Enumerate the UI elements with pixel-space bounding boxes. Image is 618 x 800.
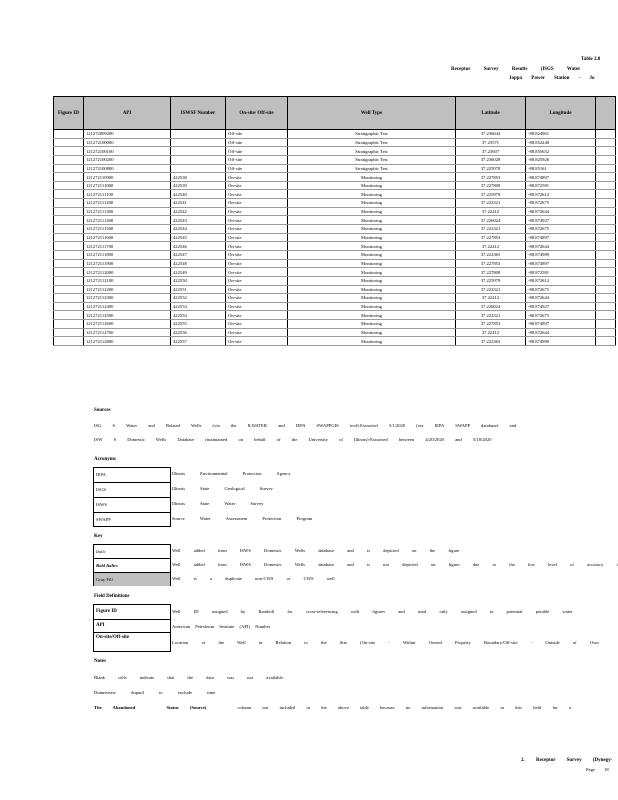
table-cell: Monitoring [288,190,456,199]
table-row [54,164,616,173]
table-cell: On-site [226,216,288,225]
table-cell-overflow [596,302,616,311]
table-cell-overflow [596,311,616,320]
table-cell-overflow [596,225,616,234]
table-cell: On-site [226,190,288,199]
table-cell [54,328,84,337]
table-cell [54,147,84,156]
receptor-table [53,96,616,346]
col-figure-id: Figure ID [54,97,84,130]
table-cell: 121272111900 [84,259,171,268]
table-cell: 422554 [171,311,226,320]
table-cell [54,190,84,199]
table-cell: 37.23607 [456,147,526,156]
key-term-bold-italic: Bold Italics [94,559,170,573]
table-cell: -88.855652 [526,147,596,156]
table-cell: On-site [226,233,288,242]
table-cell: 121272112300 [84,294,171,303]
table-cell: Monitoring [288,181,456,190]
key-def: Well added from ISWS Domestic Wells database and is depicted on the figure [172,548,460,553]
table-cell [54,199,84,208]
acronym-term: ISWS [94,498,170,513]
table-cell [171,130,226,139]
table-cell: Monitoring [288,337,456,346]
table-cell: 422543 [171,216,226,225]
table-cell-overflow [596,147,616,156]
table-cell: 121272112600 [84,320,171,329]
table-cell [54,320,84,329]
table-cell: 37.23571 [456,138,526,147]
table-cell: 37.22412 [456,294,526,303]
table-row [54,207,616,216]
table-cell: 422547 [171,250,226,259]
table-cell: On-site [226,294,288,303]
table-cell [54,250,84,259]
table-cell-overflow [596,268,616,277]
table-cell: 121272100200 [84,155,171,164]
key-term-italic: Italic [94,545,170,559]
sources-line-2: ISW S Domestic Wells Database (maintained on behalf of the University of Illinois)-Extracted between 4/20/2020 and 5/18/2020 [94,437,492,442]
table-cell: 37.222321 [456,285,526,294]
field-def: American Petroleum Institute (API) Number [172,624,271,629]
table-cell-overflow [596,337,616,346]
key-term-gray-fill: Gray Fill [94,573,170,586]
table-cell: On-site [226,276,288,285]
table-cell [54,130,84,139]
table-cell-overflow [596,233,616,242]
table-row [54,268,616,277]
table-cell: -88.872644 [526,294,596,303]
table-cell [54,173,84,182]
table-cell: Monitoring [288,250,456,259]
table-cell: 121272100800 [84,164,171,173]
table-cell: 121272100000 [84,138,171,147]
field-definitions-title: Field Definitions [94,594,130,599]
table-cell: 37.225979 [456,276,526,285]
table-cell: 422546 [171,242,226,251]
table-cell: -88.874897 [526,233,596,242]
table-cell: 121272112100 [84,276,171,285]
key-def: Well is a duplicate non-CWS or CWS well [172,576,335,581]
table-title: Receptor Survey Results (ISGS Water [451,67,581,72]
table-cell [54,311,84,320]
table-cell [54,294,84,303]
notes-bold-status: Status (Source) [166,705,207,710]
table-cell: -88.874927 [526,302,596,311]
table-row [54,199,616,208]
table-cell: 422551 [171,285,226,294]
table-cell: 121272111800 [84,250,171,259]
table-row [54,155,616,164]
table-cell: 37.227808 [456,181,526,190]
table-cell: -88.872644 [526,328,596,337]
table-cell: Monitoring [288,294,456,303]
table-cell: 37.222365 [456,337,526,346]
sources-line-1: ISG S Water and Related Wells (via the ILWATER and IEPA SWAPPGIS tool)-Extracted 5/1/2020 (via IEPA SWAPP database) and [94,423,517,428]
table-cell: 37.226024 [456,216,526,225]
table-cell: -88.872581 [526,268,596,277]
table-cell: 121272112500 [84,311,171,320]
table-cell: 37.226024 [456,302,526,311]
table-cell: 37.236044 [456,130,526,139]
table-cell [54,225,84,234]
col-longitude: Longitude [526,97,596,130]
table-row [54,233,616,242]
table-subtitle: Joppa Power Station - Jo [509,76,595,81]
table-cell-overflow [596,207,616,216]
table-cell: -88.874897 [526,259,596,268]
table-cell: 37.222365 [456,250,526,259]
table-cell: 121272111500 [84,225,171,234]
col-latitude: Latitude [456,97,526,130]
notes-title: Notes [94,659,106,664]
table-cell: -88.872612 [526,190,596,199]
table-cell: -88.872612 [526,276,596,285]
table-cell: Monitoring [288,225,456,234]
field-term: Figure ID [94,605,170,620]
table-cell: 422540 [171,190,226,199]
table-cell: 422552 [171,294,226,303]
table-cell: On-site [226,337,288,346]
col-well-type: Well Type [288,97,456,130]
table-cell: -88.874989 [526,337,596,346]
table-cell: 121272111400 [84,216,171,225]
table-cell: Off-site [226,130,288,139]
table-cell: On-site [226,302,288,311]
table-row [54,130,616,139]
table-cell: 121272111100 [84,190,171,199]
table-cell: On-site [226,311,288,320]
table-cell: -88.872675 [526,199,596,208]
table-cell-overflow [596,199,616,208]
table-cell: On-site [226,259,288,268]
table-cell: -88.872675 [526,285,596,294]
table-cell: -88.872644 [526,207,596,216]
table-cell [54,233,84,242]
table-cell: On-site [226,207,288,216]
table-cell [54,285,84,294]
table-cell: 37.22412 [456,207,526,216]
field-term: API [94,620,170,633]
table-cell: 422555 [171,320,226,329]
table-cell: 121272110900 [84,173,171,182]
acronyms-box [93,467,171,527]
table-cell: Monitoring [288,311,456,320]
table-cell [171,164,226,173]
table-cell-overflow [596,320,616,329]
table-row [54,328,616,337]
table-cell: Off-site [226,147,288,156]
table-cell: 37.227853 [456,173,526,182]
table-cell: Monitoring [288,173,456,182]
table-cell: 121272111200 [84,199,171,208]
table-cell-overflow [596,259,616,268]
footer-line-1: 2. Receptor Survey (Dynegy- [521,758,613,763]
table-cell [54,207,84,216]
table-cell-overflow [596,250,616,259]
table-cell: Stratigraphic Test [288,164,456,173]
table-cell-overflow [596,242,616,251]
field-def: Well ID assigned by Ramboll for cross-referencing with figures and used only assigned to potential potable water [172,609,573,614]
table-row [54,190,616,199]
acronym-def: Illinois Environmental Protection Agency [172,471,291,476]
table-cell: -88.872675 [526,311,596,320]
table-cell: 422548 [171,259,226,268]
table-cell-overflow [596,173,616,182]
table-cell: -88.825926 [526,155,596,164]
table-cell: 37.227853 [456,259,526,268]
table-cell: 37.227853 [456,233,526,242]
table-cell [54,216,84,225]
table-cell: 121272111300 [84,207,171,216]
acronym-term: ISGS [94,483,170,498]
col-onsite-offsite: On-site/ Off-site [226,97,288,130]
table-cell: Off-site [226,155,288,164]
key-title: Key [94,534,103,539]
table-cell [54,276,84,285]
table-cell-overflow [596,130,616,139]
table-cell: 121272111600 [84,233,171,242]
table-cell: On-site [226,173,288,182]
table-cell: 121272111000 [84,181,171,190]
table-cell: Monitoring [288,285,456,294]
table-cell: 37.227808 [456,268,526,277]
table-row [54,259,616,268]
table-cell-overflow [596,164,616,173]
table-cell: 121272112400 [84,302,171,311]
table-cell: Monitoring [288,207,456,216]
table-cell: Stratigraphic Test [288,138,456,147]
table-cell: 37.227853 [456,320,526,329]
key-box [93,544,171,586]
field-term: On-site/Off-site [96,635,130,640]
table-cell [54,155,84,164]
table-cell: 37.222321 [456,225,526,234]
table-cell: 37.22412 [456,328,526,337]
table-cell: 422539 [171,181,226,190]
table-cell: -88.872581 [526,181,596,190]
table-cell: Monitoring [288,302,456,311]
acronym-term: SWAPP [96,517,111,522]
table-cell [171,147,226,156]
table-cell: -88.872675 [526,225,596,234]
table-cell: -88.852248 [526,138,596,147]
col-overflow [596,97,616,130]
table-row [54,294,616,303]
table-cell-overflow [596,216,616,225]
table-cell: On-site [226,225,288,234]
table-cell: 422557 [171,337,226,346]
table-cell: Monitoring [288,199,456,208]
table-cell: 422541 [171,199,226,208]
table-row [54,242,616,251]
table-row [54,302,616,311]
table-row [54,216,616,225]
table-cell: Stratigraphic Test [288,155,456,164]
table-cell [54,268,84,277]
table-cell: 422556 [171,328,226,337]
table-row [54,225,616,234]
table-row [54,337,616,346]
table-row [54,311,616,320]
acronyms-title: Acronyms [94,457,116,462]
table-cell: 37.225979 [456,190,526,199]
table-cell: 422549 [171,268,226,277]
table-cell: Off-site [226,164,288,173]
table-body [54,130,616,346]
table-cell [171,155,226,164]
table-cell: 422542 [171,207,226,216]
acronym-def: Source Water Assessment Protection Program [172,516,313,521]
table-cell [54,138,84,147]
table-row [54,181,616,190]
table-cell: -88.874927 [526,216,596,225]
table-cell: -88.872644 [526,242,596,251]
table-row [54,250,616,259]
table-cell-overflow [596,138,616,147]
table-cell: 37.222321 [456,311,526,320]
table-row [54,147,616,156]
table-cell: On-site [226,199,288,208]
table-row [54,285,616,294]
table-row [54,173,616,182]
table-cell: 422544 [171,225,226,234]
table-cell: Monitoring [288,259,456,268]
table-cell: On-site [226,181,288,190]
table-cell-overflow [596,181,616,190]
table-cell: Stratigraphic Test [288,130,456,139]
table-cell-overflow [596,328,616,337]
table-cell: 422545 [171,233,226,242]
col-api: API [84,97,171,130]
table-cell [54,259,84,268]
field-def: Location of the Well in Relation to the Site (On-site - Within Owned Property Boundary/Off-site - Outside of Own [172,640,599,645]
table-cell: 121272009200 [84,130,171,139]
table-cell: 121272111700 [84,242,171,251]
notes-line-3 [94,705,571,710]
table-cell: 422553 [171,302,226,311]
notes-line-2: Dunnsvnew duputd to exclude time [94,690,216,695]
table-cell [54,242,84,251]
table-cell: -88.874989 [526,250,596,259]
table-cell-overflow [596,285,616,294]
acronym-term: IEPA [94,468,170,483]
table-cell: 37.22412 [456,242,526,251]
table-cell: Monitoring [288,268,456,277]
table-cell [54,302,84,311]
table-cell-overflow [596,155,616,164]
table-row [54,138,616,147]
table-cell-overflow [596,294,616,303]
table-cell: 121272100100 [84,147,171,156]
table-cell: 37.222321 [456,199,526,208]
acronym-def: Illinois State Geological Survey [172,486,273,491]
table-cell: 37.236028 [456,155,526,164]
table-cell [54,164,84,173]
table-cell: 422550 [171,276,226,285]
col-iswsf-number: ISWSF Number [171,97,226,130]
table-cell-overflow [596,190,616,199]
table-cell: -88.874897 [526,320,596,329]
table-cell: On-site [226,250,288,259]
table-cell: Off-site [226,138,288,147]
key-def: Well added from ISWS Domestic Wells database and is not depicted on figure due to the low level of accuracy i [172,562,618,567]
table-cell: Monitoring [288,276,456,285]
table-cell: On-site [226,320,288,329]
table-cell: 121272112200 [84,285,171,294]
table-cell [54,337,84,346]
sources-title: Sources [94,408,111,413]
table-cell [54,181,84,190]
table-cell: -88.824961 [526,130,596,139]
table-cell: 422538 [171,173,226,182]
table-cell: -88.85161 [526,164,596,173]
notes-line-1: Blank cells indicate that the data was not available [94,675,283,680]
table-cell: On-site [226,285,288,294]
notes-bold-abandoned: The Abandoned [94,705,136,710]
table-cell: 121272112800 [84,337,171,346]
table-cell: 121272112700 [84,328,171,337]
footer-page: Page 18 [586,767,609,772]
table-cell: Monitoring [288,233,456,242]
table-cell: -88.874897 [526,173,596,182]
field-definitions-box [93,604,171,652]
table-cell: Monitoring [288,320,456,329]
table-number: Table 2.0 [581,57,601,62]
table-cell: On-site [226,268,288,277]
table-header-row [54,97,616,130]
table-cell-overflow [596,276,616,285]
table-cell: Monitoring [288,242,456,251]
table-cell: Monitoring [288,216,456,225]
table-cell: On-site [226,242,288,251]
table-cell: 121272112000 [84,268,171,277]
table-row [54,320,616,329]
table-cell: On-site [226,328,288,337]
table-row [54,276,616,285]
table-cell [171,138,226,147]
table-cell: 37.225978 [456,164,526,173]
table-cell: Monitoring [288,328,456,337]
acronym-def: Illinois State Water Survey [172,501,264,506]
table-cell: Stratigraphic Test [288,147,456,156]
notes-rest: column not included in the above table because no information was available in this field for a [237,705,571,710]
